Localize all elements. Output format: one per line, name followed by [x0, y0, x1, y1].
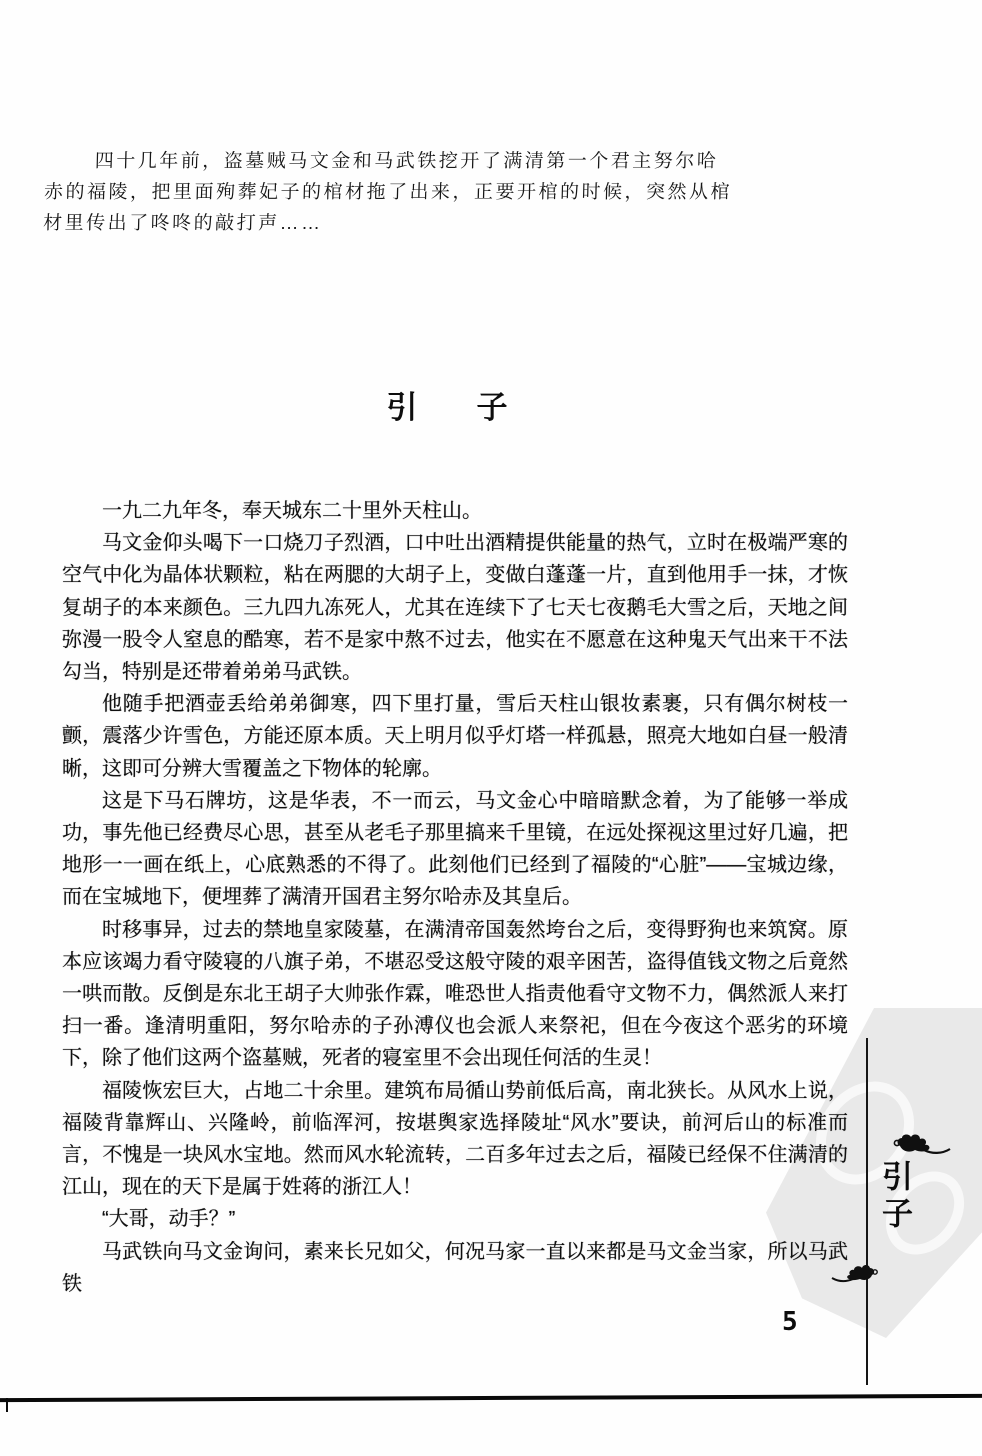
body-text: [62, 495, 848, 1300]
sidebar-vertical-rule: [866, 1038, 868, 1385]
page-number: 5: [782, 1307, 798, 1337]
paragraph: 马武铁向马文金询问，素来长兄如父，何况马家一直以来都是马文金当家，所以马武铁: [62, 1240, 848, 1295]
bottom-corner-tick: [6, 1398, 8, 1412]
paragraph: 他随手把酒壶丢给弟弟御寒，四下里打量，雪后天柱山银妆素裹，只有偶尔树枝一颤，震落少许雪色，方能还原本质。天上明月似乎灯塔一样孤悬，照亮大地如白昼一般清晰，这即可分辨大雪覆盖之下物体的轮廓。: [62, 693, 848, 780]
epigraph-line: 材里传出了咚咚的敲打声……: [42, 213, 323, 234]
sidebar-chapter-label: 引子: [876, 1160, 912, 1234]
paragraph: 福陵恢宏巨大，占地二十余里。建筑布局循山势前低后高，南北狭长。从风水上说，福陵背靠辉山、兴隆岭，前临浑河，按堪舆家选择陵址“风水”要诀，前河后山的标准而言，不愧是一块风水宝地。然而风水轮流转，二百多年过去之后，福陵已经保不住满清的江山，现在的天下是属于姓蒋的浙江人！: [62, 1079, 848, 1199]
epigraph: [42, 146, 733, 239]
bottom-page-rule: [0, 1394, 982, 1402]
paragraph: 时移事异，过去的禁地皇家陵墓，在满清帝国轰然垮台之后，变得野狗也来筑窝。原本应该竭力看守陵寝的八旗子弟，不堪忍受这般守陵的艰辛困苦，盗得值钱文物之后竟然一哄而散。反倒是东北王胡子大帅张作霖，唯恐世人指责他看守文物不力，偶然派人来打扫一番。逢清明重阳，努尔哈赤的子孙溥仪也会派人来祭祀，但在今夜这个恶劣的环境下，除了他们这两个盗墓贼，死者的寝室里不会出现任何活的生灵！: [62, 918, 848, 1070]
paragraph: 这是下马石牌坊，这是华表，不一而云，马文金心中暗暗默念着，为了能够一举成功，事先他已经费尽心思，甚至从老毛子那里搞来千里镜，在远处探视这里过好几遍，把地形一一画在纸上，心底熟悉的不得了。此刻他们已经到了福陵的“心脏”——宝城边缘，而在宝城地下，便埋葬了满清开国君主努尔哈赤及其皇后。: [62, 789, 848, 909]
paragraph: 马文金仰头喝下一口烧刀子烈酒，口中吐出酒精提供能量的热气，立时在极端严寒的空气中化为晶体状颗粒，粘在两腮的大胡子上，变做白蓬蓬一片，直到他用手一抹，才恢复胡子的本来颜色。三九四九冻死人，尤其在连续下了七天七夜鹅毛大雪之后，天地之间弥漫一股令人窒息的酷寒，若不是家中熬不过去，他实在不愿意在这种鬼天气出来干不法勾当，特别是还带着弟弟马武铁。: [62, 532, 848, 684]
cloud-ornament-icon: [831, 1264, 881, 1288]
paragraph: 一九二九年冬，奉天城东二十里外天柱山。: [102, 500, 482, 522]
cloud-ornament-icon: [890, 1134, 952, 1160]
epigraph-line: 赤的福陵，把里面殉葬妃子的棺材拖了出来，正要开棺的时候，突然从棺: [43, 182, 733, 203]
paragraph: “大哥，动手？”: [102, 1208, 236, 1231]
epigraph-line: 四十几年前，盗墓贼马文金和马武铁挖开了满清第一个君主努尔哈: [94, 151, 719, 172]
chapter-title: 引 子: [386, 390, 522, 426]
